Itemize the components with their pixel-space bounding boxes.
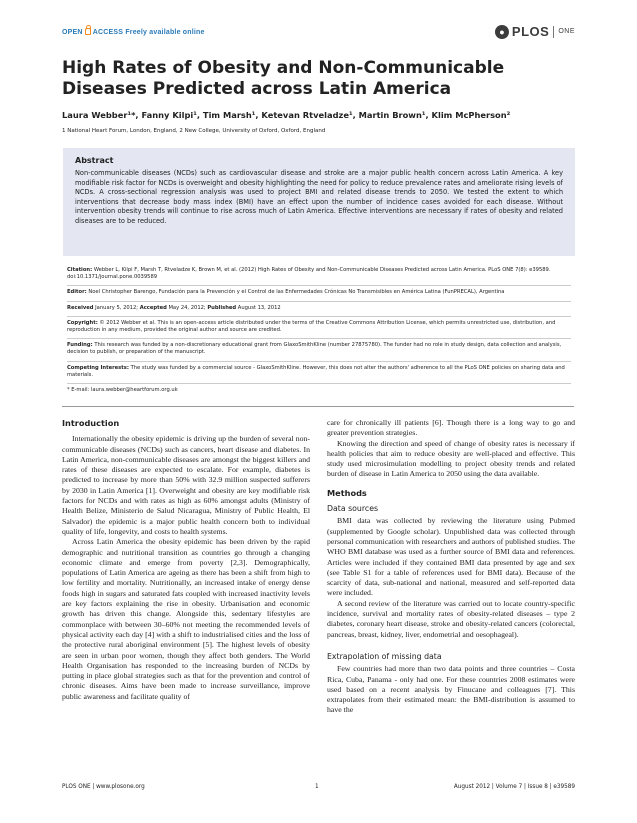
logo-one: ONE <box>558 28 575 35</box>
open-access-badge <box>62 28 205 36</box>
spacer <box>327 480 575 488</box>
left-column <box>62 418 310 702</box>
citation-text: Webber L, Kilpi F, Marsh T, Rtveladze K, Brown M, et al. (2012) High Rates of Obesity and Non-Communicable Diseases Predicted across Latin America. PLoS ONE 7(8): e39589. doi:10.1371/journal.pone.0039589 <box>67 267 551 281</box>
footer-issue: August 2012 | Volume 7 | Issue 8 | e39589 <box>453 784 575 790</box>
citation-block <box>67 264 571 286</box>
competing-label: Competing Interests: <box>67 364 129 371</box>
plos-logo-icon: ● <box>495 25 509 39</box>
open-access-text: ACCESS Freely available online <box>92 29 205 36</box>
abstract-heading: Abstract <box>75 156 114 165</box>
competing-text: The study was funded by a commercial source - GlaxoSmithKline. However, this does not alter the authors' adherence to all the PLoS ONE policies on sharing data and materials. <box>67 364 565 378</box>
introduction-heading: Introduction <box>62 418 120 428</box>
journal-header <box>62 24 575 46</box>
funding-block <box>67 339 571 361</box>
section-divider <box>62 406 574 407</box>
received-label: Received <box>67 304 94 311</box>
article-title: High Rates of Obesity and Non-Communicable Diseases Predicted across Latin America <box>62 58 505 99</box>
intro-paragraph-1: Internationally the obesity epidemic is driving up the burden of several non-communicable diseases (NCDs) such as cancers, heart disease and diabetes. In Latin America, non-communicable diseases are amongst the biggest killers and rates of these diseases are expected to escalate. For example, diabetes is predicted to increase by more than 50% with 32.9 million suspected sufferers by 2030 in Latin America [1]. Overweight and obesity are key modifiable risk factors for NCDs and with rates as high as 60% amongst adults (Ministry of Health Belize, Ministerio de Salud Nicaragua, Ministry of Public Health, El Salvador) the epidemic is a major public health concern both to individual quality of life, longevity, and costs to health systems. <box>62 434 310 536</box>
data-sources-paragraph-1: BMI data was collected by reviewing the literature using Pubmed (supplemented by Google scholar). Unpublished data was collected through personal communication with researchers and authors of published studies. The WHO BMI database was used as a further source of BMI data and references. Articles were included if they contained BMI data presented by age and sex (see Table S1 for a table of references used for BMI data). Because of the scarcity of data, sub-national and national, measured and self-reported data were included. <box>327 516 575 598</box>
received-date: January 5, 2012; <box>95 304 139 311</box>
corresponding-email[interactable]: * E-mail: laura.webber@heartforum.org.uk <box>67 387 178 394</box>
accepted-date: May 24, 2012; <box>168 304 206 311</box>
editor-text: Noel Christopher Barengo, Fundación para la Prevención y el Control de las Enfermedades Crónicas No Transmisibles en América Latina (FunPRECAL), Argentina <box>88 289 505 296</box>
extrapolation-paragraph-1: Few countries had more than two data points and three countries – Costa Rica, Cuba, Panama - only had one. For these countries 2008 estimates were used based on a recent analysis by Finucane and colleagues [7]. This extrapolates from their estimated mean: the BMI-distribution is assumed to have the <box>327 664 575 715</box>
methods-heading: Methods <box>327 487 367 498</box>
data-sources-heading: Data sources <box>327 504 379 514</box>
accepted-label: Accepted <box>139 304 167 311</box>
right-column <box>327 418 575 716</box>
copyright-label: Copyright: <box>67 319 98 326</box>
footer-journal: PLOS ONE | www.plosone.org <box>62 784 145 790</box>
spacer <box>327 640 575 648</box>
editor-label: Editor: <box>67 289 87 296</box>
logo-text: PLOS <box>511 24 550 39</box>
editor-block <box>67 286 571 301</box>
citation-label: Citation: <box>67 267 93 273</box>
email-block <box>67 384 571 398</box>
copyright-block <box>67 317 571 339</box>
competing-interests-block <box>67 362 571 384</box>
funding-text: This research was funded by a non-discretionary educational grant from GlaxoSmithKline (number 27875780). The funder had no role in study design, data collection and analysis, decision to publish, or preparation of the manuscript. <box>67 342 562 356</box>
intro-paragraph-2: Across Latin America the obesity epidemic has been driven by the rapid demographic and nutritional transition as countries go through a changing economic climate and emerge from poverty [2,3]. Demographically, populations of Latin America are ageing as there has been a shift from high to low fertility and mortality. Nutritionally, an increased intake of energy dense foods high in sugars and saturated fats coupled with increased inactivity levels are key factors explaining the rise in obesity. Urbanisation and economic growth has driven this change. Alongside this, sedentary lifestyles are commonplace with between 30–60% not meeting the recommended levels of physical activity each day [4] with a shift to industrialised cities and the loss of the protective rural aboriginal environment [5]. The highest levels of obesity are seen in urban poor women, though they affect both genders. The World Health Organisation has responded to the increasing burden of NCDs by putting in place global strategies such as that for the prevention and control of chronic diseases. Aims have been made to increase surveillance, improve public awareness and facilitate quality of <box>62 537 310 701</box>
published-label: Published <box>207 304 237 311</box>
data-sources-paragraph-2: A second review of the literature was carried out to locate country-specific incidence, survival and mortality rates of obesity-related diseases – type 2 diabetes, coronary heart disease, stroke and obesity-related cancers (colorectal, pancreas, breast, kidney, liver, endometrial and oesophageal). <box>327 598 575 639</box>
page-number: 1 <box>315 784 319 790</box>
funding-label: Funding: <box>67 342 93 349</box>
author-list: Laura Webber¹*, Fanny Kilpi¹, Tim Marsh¹, Ketevan Rtveladze¹, Martin Brown¹, Klim McPherson² <box>62 110 511 120</box>
intro-paragraph-4: Knowing the direction and speed of change of obesity rates is necessary if health policies that aim to reduce obesity are well-placed and effective. This study used microsimulation modelling to project obesity trends and related burden of disease in Latin America to 2050 using the data available. <box>327 438 575 479</box>
copyright-text: © 2012 Webber et al. This is an open-access article distributed under the terms of the Creative Commons Attribution License, which permits unrestricted use, distribution, and reproduction in any medium, provided the original author and source are credited. <box>67 319 556 334</box>
extrapolation-heading: Extrapolation of missing data <box>327 651 442 661</box>
intro-paragraph-3: care for chronically ill patients [6]. Though there is a long way to go and greater prevention strategies. <box>327 418 575 438</box>
affiliations: 1 National Heart Forum, London, England, 2 New College, University of Oxford, Oxford, England <box>62 128 326 134</box>
dates-block <box>67 302 571 317</box>
abstract-text: Non-communicable diseases (NCDs) such as cardiovascular disease and stroke are a major public health concern across Latin America. A key modifiable risk factor for NCDs is overweight and obesity highlighting the need for policy to reduce prevalence rates and ameliorate rising levels of NCDs. A cross-sectional regression analysis was used to project BMI and related disease trends to 2050. We tested the extent to which interventions that decrease body mass index (BMI) have an effect upon the number of incidence cases avoided for each disease. Without intervention obesity trends will continue to rise across much of Latin America. Effective interventions are necessary if rates of obesity and related diseases are to be reduced. <box>75 169 563 225</box>
logo-divider <box>553 26 554 38</box>
plos-one-logo <box>495 24 575 39</box>
abstract-box <box>63 148 575 256</box>
open-access-label: OPEN <box>62 29 83 36</box>
published-date: August 13, 2012 <box>237 304 281 311</box>
open-lock-icon <box>85 28 91 35</box>
article-metadata <box>67 264 571 398</box>
